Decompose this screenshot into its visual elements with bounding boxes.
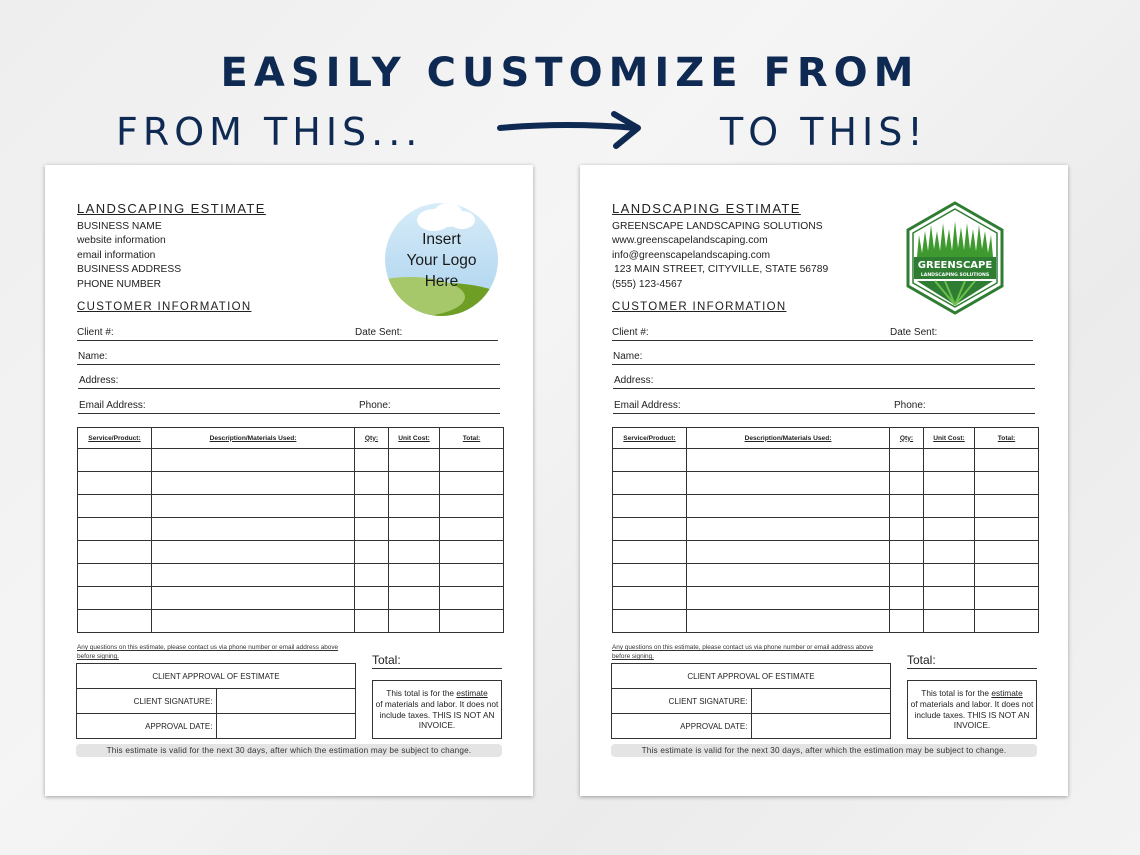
table-row xyxy=(78,610,504,633)
table-row xyxy=(78,518,504,541)
to-text: TO THIS! xyxy=(720,110,928,154)
logo-tagline: LANDSCAPING SOLUTIONS xyxy=(920,273,990,278)
form-title: LANDSCAPING ESTIMATE xyxy=(612,201,801,216)
table-row xyxy=(78,541,504,564)
client-number-field[interactable]: Client #: Date Sent: xyxy=(612,323,1033,341)
table-row xyxy=(613,449,1039,472)
approval-date-field[interactable] xyxy=(751,714,891,739)
business-address: BUSINESS ADDRESS xyxy=(77,264,182,276)
business-name: BUSINESS NAME xyxy=(77,221,162,232)
table-row xyxy=(613,564,1039,587)
table-row xyxy=(78,449,504,472)
col-service: Service/Product: xyxy=(613,428,687,449)
email-phone-field[interactable]: Email Address: Phone: xyxy=(613,396,1035,414)
business-name: GREENSCAPE LANDSCAPING SOLUTIONS xyxy=(612,221,823,232)
estimate-template-before xyxy=(45,165,533,796)
col-description: Description/Materials Used: xyxy=(152,428,355,449)
client-signature-field[interactable] xyxy=(216,689,356,714)
business-website: website information xyxy=(77,235,166,247)
business-email: info@greenscapelandscaping.com xyxy=(612,249,771,261)
table-row xyxy=(613,472,1039,495)
validity-note: This estimate is valid for the next 30 days, after which the estimation may be subject to change. xyxy=(76,744,502,757)
email-phone-field[interactable]: Email Address: Phone: xyxy=(78,396,500,414)
client-signature-label: CLIENT SIGNATURE: xyxy=(77,689,217,714)
client-approval-table[interactable] xyxy=(76,663,356,739)
col-qty: Qty: xyxy=(890,428,924,449)
business-email: email information xyxy=(77,249,156,261)
headline: EASILY CUSTOMIZE FROM xyxy=(220,50,920,96)
customer-info-title: CUSTOMER INFORMATION xyxy=(77,301,252,313)
total-label: Total: xyxy=(907,653,1037,669)
questions-note: Any questions on this estimate, please contact us via phone number or email address above before signing. xyxy=(77,644,339,660)
table-row xyxy=(78,495,504,518)
business-address: 123 MAIN STREET, CITYVILLE, STATE 56789 xyxy=(614,264,829,276)
col-total: Total: xyxy=(975,428,1039,449)
line-items-table[interactable] xyxy=(612,427,1039,633)
validity-note: This estimate is valid for the next 30 days, after which the estimation may be subject to change. xyxy=(611,744,1037,757)
name-field[interactable]: Name: xyxy=(77,347,500,365)
table-row xyxy=(613,518,1039,541)
total-disclaimer: This total is for the estimate of materials and labor. It does not include taxes. THIS IS NOT AN INVOICE. xyxy=(907,680,1037,739)
client-number-field[interactable]: Client #: Date Sent: xyxy=(77,323,498,341)
col-qty: Qty: xyxy=(355,428,389,449)
client-approval-table[interactable] xyxy=(611,663,891,739)
approval-date-label: APPROVAL DATE: xyxy=(612,714,752,739)
estimate-template-after xyxy=(580,165,1068,796)
greenscape-logo xyxy=(905,201,1005,315)
logo-placeholder-text: Insert Your Logo Here xyxy=(406,231,477,290)
form-title: LANDSCAPING ESTIMATE xyxy=(77,201,266,216)
client-signature-label: CLIENT SIGNATURE: xyxy=(612,689,752,714)
table-row xyxy=(613,495,1039,518)
business-website: www.greenscapelandscaping.com xyxy=(612,235,768,247)
logo-name: GREENSCAPE xyxy=(917,260,993,271)
col-total: Total: xyxy=(440,428,504,449)
col-description: Description/Materials Used: xyxy=(687,428,890,449)
customer-info-title: CUSTOMER INFORMATION xyxy=(612,301,787,313)
from-text: FROM THIS... xyxy=(116,110,423,154)
name-field[interactable]: Name: xyxy=(612,347,1035,365)
business-phone: PHONE NUMBER xyxy=(77,278,162,290)
business-phone: (555) 123-4567 xyxy=(612,278,683,290)
col-unit-cost: Unit Cost: xyxy=(389,428,440,449)
table-row xyxy=(78,564,504,587)
client-signature-field[interactable] xyxy=(751,689,891,714)
approval-date-label: APPROVAL DATE: xyxy=(77,714,217,739)
approval-title: CLIENT APPROVAL OF ESTIMATE xyxy=(612,664,891,689)
logo-placeholder xyxy=(385,203,498,316)
address-field[interactable]: Address: xyxy=(613,371,1035,389)
business-info xyxy=(77,220,181,292)
questions-note: Any questions on this estimate, please contact us via phone number or email address above before signing. xyxy=(612,644,874,660)
col-service: Service/Product: xyxy=(78,428,152,449)
right-arrow-icon xyxy=(496,108,646,152)
table-row xyxy=(613,587,1039,610)
total-disclaimer: This total is for the estimate of materials and labor. It does not include taxes. THIS IS NOT AN INVOICE. xyxy=(372,680,502,739)
table-row xyxy=(78,472,504,495)
approval-date-field[interactable] xyxy=(216,714,356,739)
line-items-table[interactable] xyxy=(77,427,504,633)
table-row xyxy=(613,610,1039,633)
address-field[interactable]: Address: xyxy=(78,371,500,389)
total-label: Total: xyxy=(372,653,502,669)
business-info xyxy=(612,220,828,292)
approval-title: CLIENT APPROVAL OF ESTIMATE xyxy=(77,664,356,689)
col-unit-cost: Unit Cost: xyxy=(924,428,975,449)
table-row xyxy=(613,541,1039,564)
table-row xyxy=(78,587,504,610)
